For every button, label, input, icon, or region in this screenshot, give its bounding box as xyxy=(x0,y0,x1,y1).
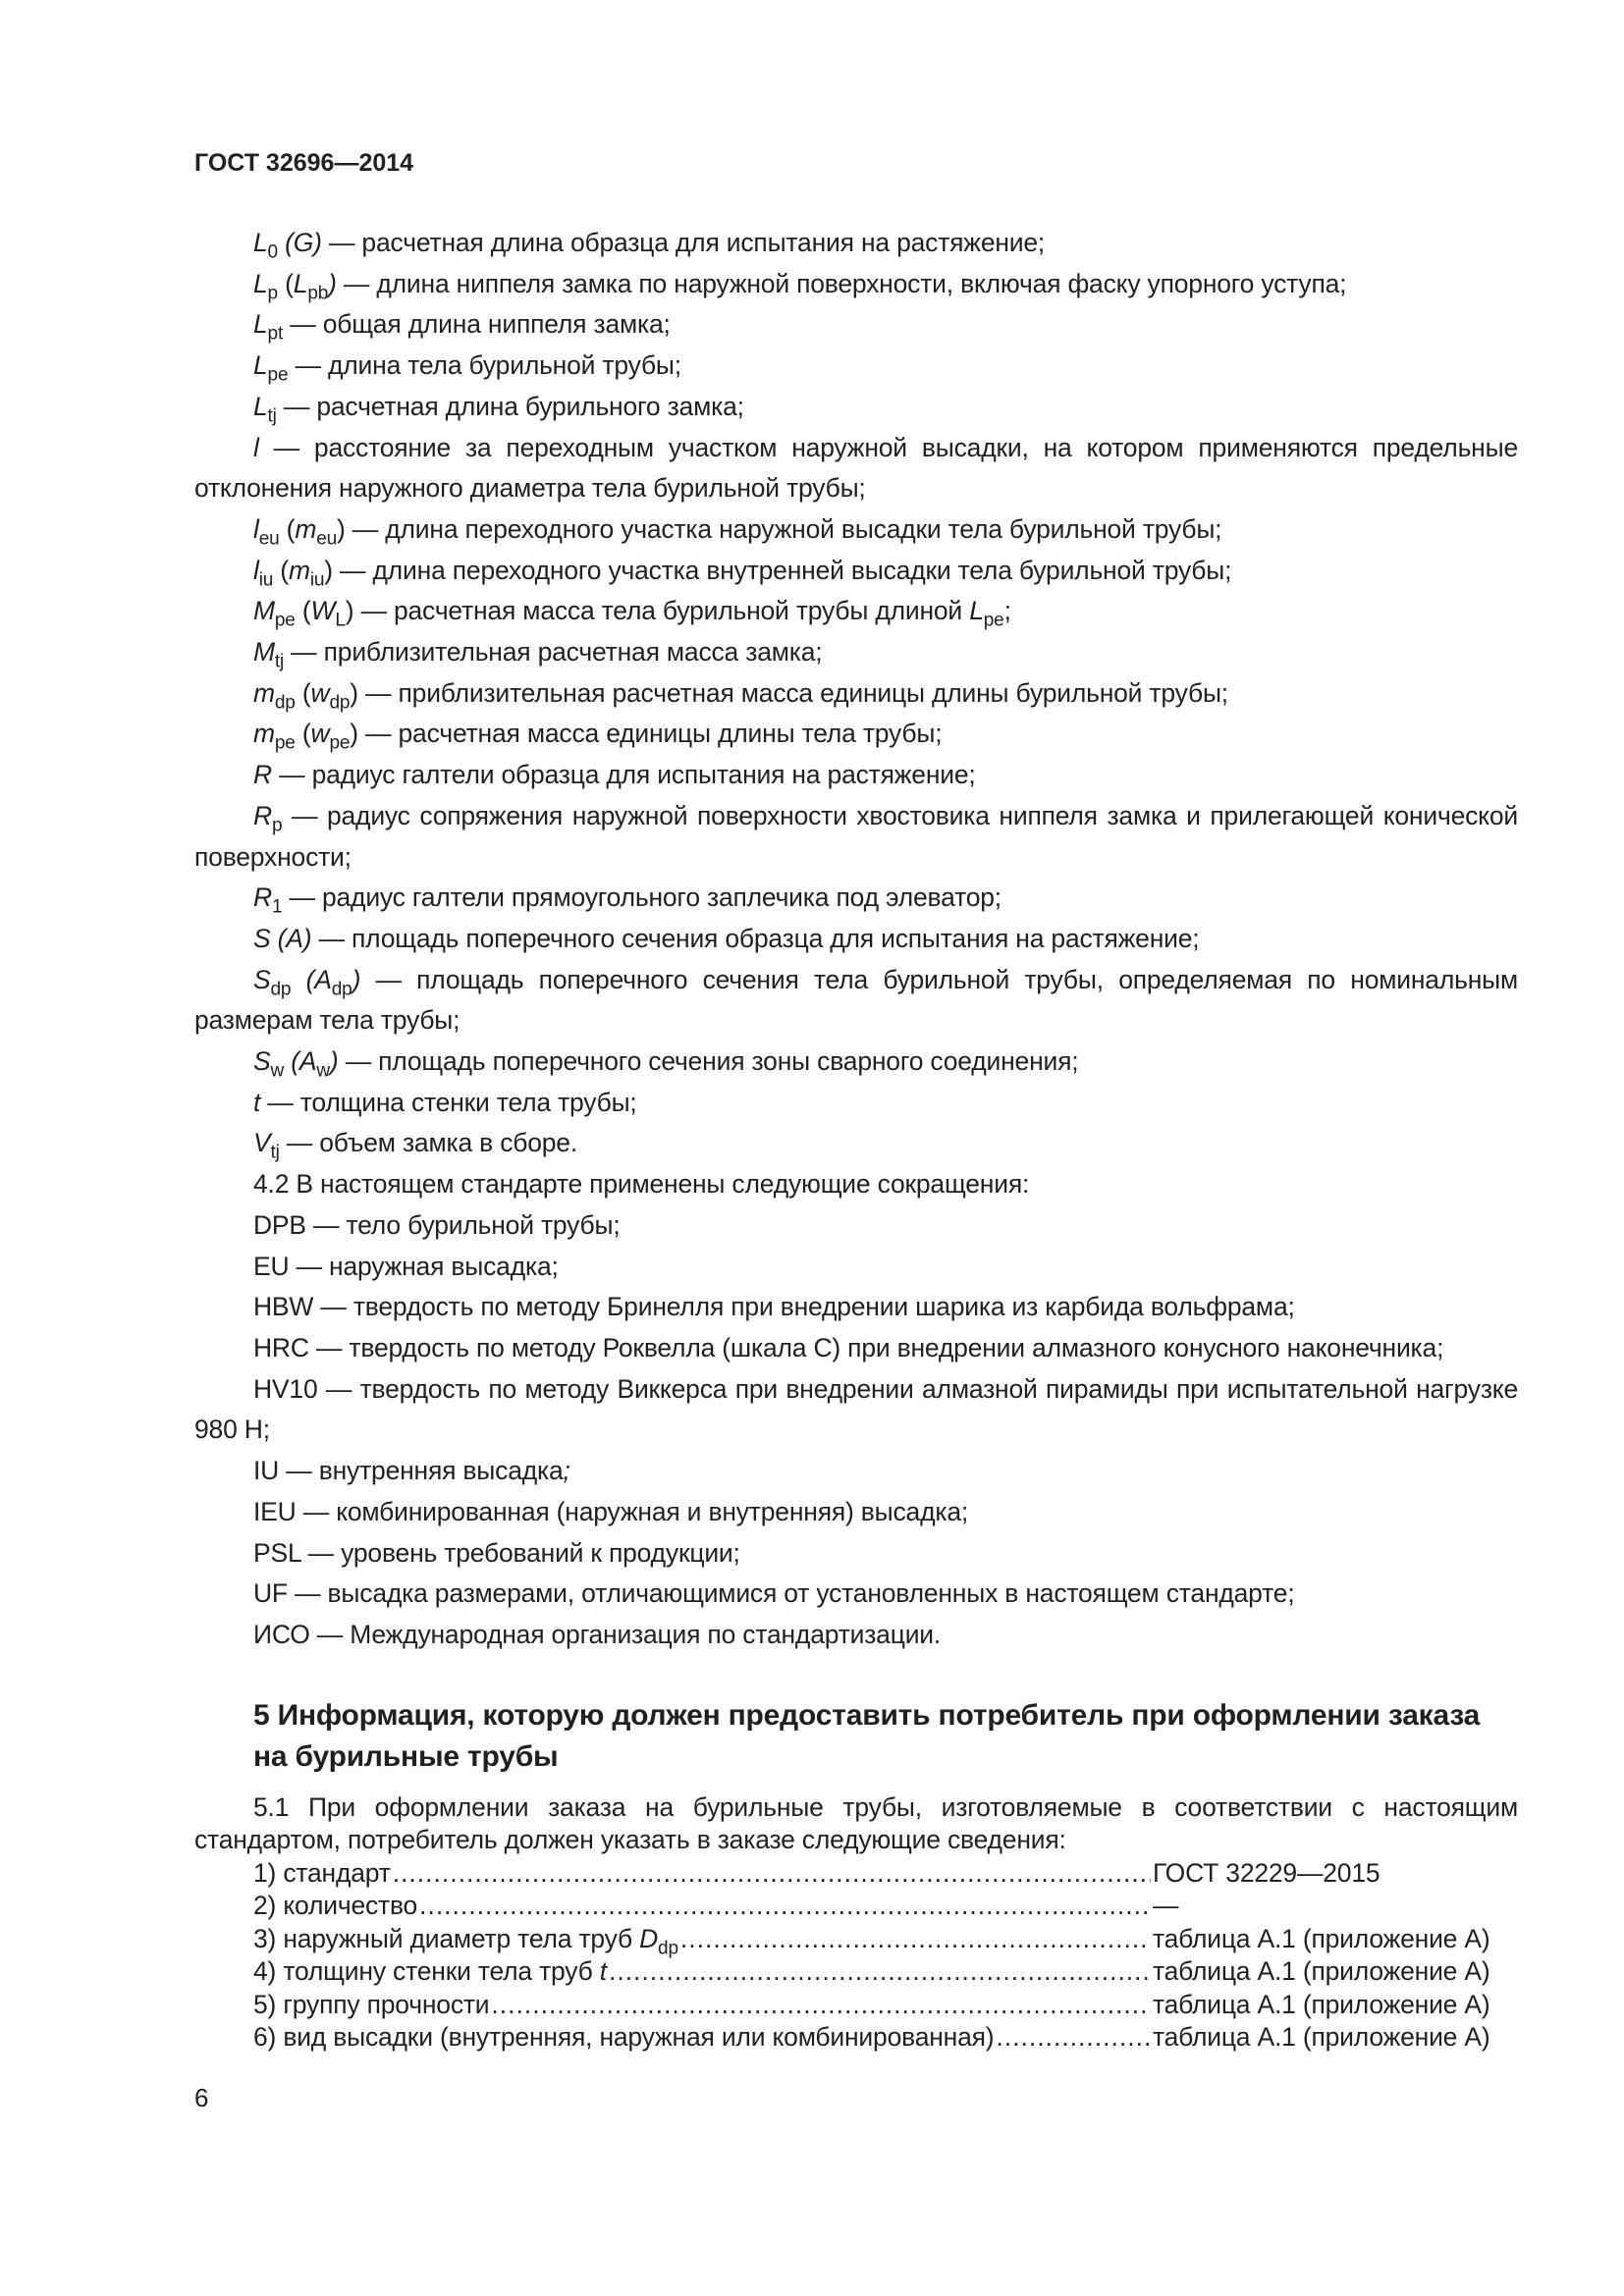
definition-item xyxy=(194,1205,1518,1247)
symbol: (A xyxy=(291,964,332,994)
subscript: dp xyxy=(331,979,352,1000)
symbol: L xyxy=(253,350,268,381)
subscript: pe xyxy=(983,611,1004,631)
definition-item xyxy=(194,1287,1518,1328)
subscript: iu xyxy=(258,569,274,591)
text-segment: — приблизительная расчетная масса замка; xyxy=(284,637,823,667)
subscript: 1 xyxy=(271,896,283,918)
definition-item xyxy=(194,1492,1518,1533)
symbol: w xyxy=(310,677,330,708)
order-item xyxy=(253,1890,1518,1923)
definition-item xyxy=(194,591,1518,632)
definition-item xyxy=(194,223,1518,264)
text-segment: ( xyxy=(295,596,311,626)
text-segment: — радиус галтели прямоугольного заплечика под элеватор; xyxy=(282,882,1001,913)
text-segment: ) xyxy=(350,719,358,749)
subscript: dp xyxy=(274,692,296,714)
symbol: m xyxy=(253,677,275,708)
dot-leader xyxy=(491,1989,1151,2022)
order-item xyxy=(253,1989,1518,2022)
definition-item xyxy=(194,1247,1518,1288)
order-info xyxy=(194,1791,1518,2055)
definition-item xyxy=(194,1123,1518,1164)
order-item-value: таблица А.1 (приложение А) xyxy=(1153,1989,1490,2019)
text-segment: EU — наружная высадка; xyxy=(253,1251,559,1281)
order-item-value: ГОСТ 32229—2015 xyxy=(1153,1857,1380,1888)
symbol: W xyxy=(310,596,336,626)
symbol: l xyxy=(253,513,259,544)
symbol: R xyxy=(253,760,272,790)
text-segment: HV10 — твердость по методу Виккерса при внедрении алмазной пирамиды при испытательной нагрузке 980 Н; xyxy=(194,1373,1518,1445)
subscript: dp xyxy=(658,1938,678,1959)
dot-leader xyxy=(393,1857,1151,1891)
symbol: l xyxy=(253,555,259,585)
symbol: ; xyxy=(563,1456,570,1486)
subscript: w xyxy=(270,1060,285,1082)
order-item-value: — xyxy=(1153,1891,1179,1921)
text-segment: — длина переходного участка внутренней высадки тела бурильной трубы; xyxy=(332,555,1232,585)
text-segment: — расчетная масса единицы длины тела трубы; xyxy=(357,719,943,749)
symbol: m xyxy=(253,719,275,749)
subscript: tj xyxy=(274,651,285,672)
subscript: L xyxy=(335,611,346,631)
order-item-value: таблица А.1 (приложение А) xyxy=(1153,1956,1490,1987)
symbol: L xyxy=(969,596,984,626)
definition-item xyxy=(194,1083,1518,1124)
text-segment: ) xyxy=(337,513,346,544)
definition-item xyxy=(194,960,1518,1041)
text-segment: IU — внутренняя высадка xyxy=(253,1456,564,1486)
text-segment: — общая длина ниппеля замка; xyxy=(283,309,671,340)
subscript: pb xyxy=(307,283,329,304)
text-segment: PSL — уровень требований к продукции; xyxy=(253,1537,740,1568)
text-segment: 1) стандарт xyxy=(253,1857,391,1888)
text-segment: ( xyxy=(295,719,311,749)
text-segment: — приблизительная расчетная масса единицы длины бурильной трубы; xyxy=(357,677,1228,708)
definition-item xyxy=(194,1328,1518,1369)
definition-item xyxy=(194,878,1518,919)
text-segment: — площадь поперечного сечения зоны сварного соединения; xyxy=(338,1046,1079,1077)
text-segment: ( xyxy=(279,513,296,544)
text-segment: ) xyxy=(324,555,333,585)
subscript: pe xyxy=(274,733,296,755)
symbol: S xyxy=(253,1046,271,1077)
subscript: pt xyxy=(267,324,284,346)
definition-item xyxy=(194,1369,1518,1451)
order-item-label xyxy=(253,1890,417,1923)
symbol: L xyxy=(293,268,308,298)
definition-item xyxy=(194,1164,1518,1205)
symbol: w xyxy=(310,719,330,749)
definition-item xyxy=(194,1533,1518,1575)
symbol: S (A) xyxy=(253,923,312,953)
dot-leader xyxy=(680,1923,1151,1956)
text-segment: — длина переходного участка наружной высадки тела бурильной трубы; xyxy=(345,513,1222,544)
text-segment: — радиус галтели образца для испытания на растяжение; xyxy=(271,760,976,790)
definition-item xyxy=(194,1574,1518,1615)
symbol: (A xyxy=(284,1046,317,1077)
subscript: iu xyxy=(309,569,325,591)
text-segment: ( xyxy=(295,677,311,708)
text-segment: — расчетная длина бурильного замка; xyxy=(276,391,744,421)
symbol: l xyxy=(253,432,259,462)
symbol: L xyxy=(253,268,268,298)
symbol: D xyxy=(639,1923,659,1953)
order-items-list xyxy=(194,1857,1518,2055)
text-segment: — радиус сопряжения наружной поверхности хвостовика ниппеля замка и прилегающей конической поверхности; xyxy=(194,800,1518,872)
text-segment: ) xyxy=(345,596,354,626)
text-segment: HBW — твердость по методу Бринелля при внедрении шарика из карбида вольфрама; xyxy=(253,1292,1295,1322)
definition-item xyxy=(194,755,1518,796)
order-item-label xyxy=(253,1923,678,1959)
subscript: p xyxy=(271,815,283,836)
symbol: m xyxy=(295,513,317,544)
order-item-value: таблица А.1 (приложение А) xyxy=(1153,1923,1490,1953)
subscript: w xyxy=(316,1060,330,1082)
document-header: ГОСТ 32696—2014 xyxy=(194,149,414,177)
definition-item xyxy=(194,1615,1518,1656)
text-segment: — длина ниппеля замка по наружной поверхности, включая фаску упорного уступа; xyxy=(336,268,1347,298)
definition-item xyxy=(194,551,1518,592)
subscript: p xyxy=(267,283,278,304)
dot-leader xyxy=(419,1890,1151,1923)
text-segment: 3) наружный диаметр тела труб xyxy=(253,1923,640,1953)
text-segment: — площадь поперечного сечения образца для испытания на растяжение; xyxy=(311,923,1200,953)
definition-item xyxy=(194,387,1518,428)
subscript: pe xyxy=(329,733,351,755)
definition-item xyxy=(194,632,1518,673)
symbol: L xyxy=(253,391,268,421)
definition-item xyxy=(194,428,1518,509)
symbol: ) xyxy=(329,1046,339,1077)
text-segment: IEU — комбинированная (наружная и внутренняя) высадка; xyxy=(253,1496,969,1526)
text-segment: 6) вид высадки (внутренняя, наружная или комбинированная) xyxy=(253,2022,995,2053)
subscript: pe xyxy=(267,364,289,386)
order-item-label xyxy=(253,1857,391,1891)
text-segment: HRC — твердость по методу Роквелла (шкала С) при внедрении алмазного конусного наконечника; xyxy=(253,1332,1444,1362)
symbol: V xyxy=(253,1128,271,1158)
dot-leader xyxy=(609,1955,1151,1989)
order-item xyxy=(253,1955,1518,1989)
text-segment: 2) количество xyxy=(253,1891,418,1921)
symbol: (G) xyxy=(277,228,322,257)
text-segment: — расчетная масса тела бурильной трубы длиной xyxy=(353,596,970,626)
text-segment: 4.2 В настоящем стандарте применены следующие сокращения: xyxy=(253,1169,1030,1200)
text-segment: UF — высадка размерами, отличающимися от установленных в настоящем стандарте; xyxy=(253,1578,1295,1609)
text-segment: ИСО — Международная организация по стандартизации. xyxy=(253,1619,942,1649)
page-number: 6 xyxy=(194,2083,209,2112)
symbol: R xyxy=(253,882,272,913)
definition-item xyxy=(194,346,1518,387)
symbol: L xyxy=(253,309,268,340)
order-item xyxy=(253,2021,1518,2055)
definition-item xyxy=(194,714,1518,755)
definition-item xyxy=(194,673,1518,715)
definitions-list xyxy=(194,223,1518,1656)
symbol: m xyxy=(288,555,310,585)
order-item-value: таблица А.1 (приложение А) xyxy=(1153,2022,1490,2053)
text-segment: 4) толщину стенки тела труб xyxy=(253,1956,600,1987)
definition-item xyxy=(194,264,1518,305)
subscript: dp xyxy=(329,692,351,714)
subscript: pe xyxy=(274,611,296,631)
text-segment: ; xyxy=(1003,596,1011,626)
definition-item xyxy=(194,304,1518,346)
section-5-heading: 5 Информация, которую должен предоставить потребитель при оформлении заказа на бурильные трубы xyxy=(253,1698,1481,1773)
subscript: tj xyxy=(270,1143,280,1164)
symbol: R xyxy=(253,800,272,830)
dot-leader xyxy=(996,2021,1151,2055)
text-segment: ( xyxy=(277,268,294,298)
symbol: M xyxy=(253,596,275,626)
order-item xyxy=(253,1923,1518,1959)
subscript: dp xyxy=(270,979,292,1000)
order-item xyxy=(253,1857,1518,1891)
text-segment: — расчетная длина образца для испытания на растяжение; xyxy=(321,228,1046,257)
symbol: L xyxy=(253,228,268,257)
section-5-1-intro: 5.1 При оформлении заказа на бурильные трубы, изготовляемые в соответствии с настоящим стандартом, потребитель должен указать в заказе следующие сведения: xyxy=(194,1791,1518,1855)
text-segment: DPB — тело бурильной трубы; xyxy=(253,1209,621,1240)
symbol: t xyxy=(599,1956,607,1987)
text-segment: ( xyxy=(273,555,289,585)
document-body xyxy=(194,223,1518,2055)
subscript: 0 xyxy=(267,241,278,263)
text-segment: — толщина стенки тела трубы; xyxy=(260,1087,637,1117)
text-segment: — объем замка в сборе. xyxy=(279,1128,577,1158)
symbol: t xyxy=(253,1087,261,1117)
symbol: S xyxy=(253,964,271,994)
symbol: ) xyxy=(328,268,337,298)
text-segment: 5) группу прочности xyxy=(253,1989,490,2019)
subscript: tj xyxy=(267,405,277,427)
text-segment: ) xyxy=(350,677,358,708)
definition-item xyxy=(194,796,1518,878)
order-item-label xyxy=(253,1989,489,2022)
text-segment: — расстояние за переходным участком наружной высадки, на котором применяются предельные отклонения наружного диаметра тела бурильной трубы; xyxy=(194,432,1518,504)
symbol: ) xyxy=(352,964,361,994)
order-item-label xyxy=(253,2021,994,2055)
definition-item xyxy=(194,919,1518,960)
definition-item xyxy=(194,1451,1518,1492)
symbol: M xyxy=(253,637,275,667)
definition-item xyxy=(194,1041,1518,1083)
subscript: eu xyxy=(258,528,280,550)
text-segment: — площадь поперечного сечения тела бурильной трубы, определяемая по номинальным размерам тела трубы; xyxy=(194,964,1519,1036)
definition-item xyxy=(194,509,1518,551)
order-item-label xyxy=(253,1955,607,1989)
subscript: eu xyxy=(316,528,338,550)
text-segment: — длина тела бурильной трубы; xyxy=(288,350,681,381)
